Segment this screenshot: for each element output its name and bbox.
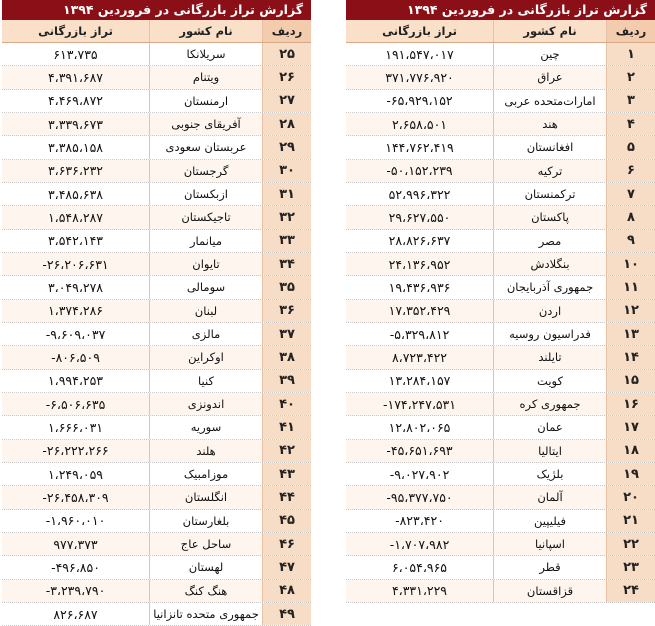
table-row (346, 43, 655, 66)
table-row (346, 393, 655, 416)
country-cell: سریلانکا (149, 43, 263, 65)
rank-cell: ۴۴ (263, 486, 311, 508)
table-row (2, 113, 311, 136)
country-cell: عراق (493, 66, 607, 88)
rank-cell: ۳ (607, 90, 655, 112)
country-cell: جمهوری کره (493, 393, 607, 415)
country-cell: کنیا (149, 370, 263, 392)
country-cell: کویت (493, 370, 607, 392)
country-cell: بلغارستان (149, 510, 263, 532)
balance-cell: ۴،۴۶۹،۸۷۲ (47, 93, 104, 109)
country-cell: ترکیه (493, 160, 607, 182)
country-cell: لهستان (149, 556, 263, 578)
table-row (346, 183, 655, 206)
country-cell: ارمنستان (149, 90, 263, 112)
balance-cell: ۴،۳۳۱،۲۲۹ (391, 583, 448, 599)
country-cell: پاکستان (493, 206, 607, 228)
country-cell: بلژیک (493, 463, 607, 485)
balance-cell: ۲۸،۸۲۶،۶۳۷ (388, 233, 451, 249)
balance-cell: ۵۲،۹۹۶،۳۲۲ (388, 186, 451, 202)
country-cell: ایتالیا (493, 440, 607, 462)
table-header (2, 20, 311, 43)
table-title: گزارش تراز بازرگانی در فروردین ۱۳۹۴ (346, 0, 655, 20)
table-body (2, 43, 311, 626)
balance-cell: -۹،۶۰۹،۰۳۷ (45, 326, 106, 342)
balance-cell: -۶۵،۹۲۹،۱۵۲ (386, 93, 453, 109)
table-row (346, 66, 655, 89)
table-row (346, 113, 655, 136)
balance-cell: ۳،۰۴۹،۲۷۸ (47, 279, 104, 295)
country-cell: ازبکستان (149, 183, 263, 205)
country-cell: مالزی (149, 323, 263, 345)
country-cell: جمهوری متحده تانزانیا (149, 603, 263, 625)
country-cell: قزاقستان (493, 580, 607, 602)
balance-cell: ۱،۲۴۹،۰۵۹ (47, 466, 104, 482)
balance-cell: ۹۷۷،۳۷۳ (53, 536, 98, 552)
country-cell: عمان (493, 416, 607, 438)
table-row (346, 323, 655, 346)
table-row (2, 580, 311, 603)
rank-cell: ۲۲ (607, 533, 655, 555)
balance-cell: -۲۶،۲۲۲،۲۶۶ (42, 443, 109, 459)
country-cell: لبنان (149, 300, 263, 322)
balance-cell: ۶،۰۵۴،۹۶۵ (391, 559, 448, 575)
country-cell: ویتنام (149, 66, 263, 88)
balance-cell: ۱،۶۶۶،۰۳۱ (47, 419, 104, 435)
rank-cell: ۴۰ (263, 393, 311, 415)
balance-cell: ۲۹،۶۲۷،۵۵۰ (388, 209, 451, 225)
balance-cell: ۱،۵۴۸،۲۸۷ (47, 209, 104, 225)
table-row (346, 370, 655, 393)
table-row (346, 206, 655, 229)
rank-cell: ۱ (607, 43, 655, 65)
table-row (346, 416, 655, 439)
table-body (346, 43, 655, 603)
balance-cell: -۱،۷۰۷،۹۸۲ (389, 536, 450, 552)
country-cell: بنگلادش (493, 253, 607, 275)
balance-cell: ۱۷،۳۵۲،۴۲۹ (388, 303, 451, 319)
table-row (346, 136, 655, 159)
balance-cell: -۱۷۴،۲۴۷،۵۳۱ (382, 396, 456, 412)
balance-cell: ۳،۳۳۹،۶۷۳ (47, 116, 104, 132)
rank-cell: ۵ (607, 136, 655, 158)
rank-cell: ۱۷ (607, 416, 655, 438)
table-row (346, 440, 655, 463)
rank-cell: ۲۷ (263, 90, 311, 112)
country-cell: آلمان (493, 486, 607, 508)
rank-cell: ۳۷ (263, 323, 311, 345)
table-row (346, 230, 655, 253)
table-row (346, 556, 655, 579)
column-gutter (311, 0, 346, 604)
table-row (2, 556, 311, 579)
country-cell: موزامبیک (149, 463, 263, 485)
rank-cell: ۱۲ (607, 300, 655, 322)
rank-cell: ۱۰ (607, 253, 655, 275)
country-cell: آفریقای جنوبی (149, 113, 263, 135)
rank-cell: ۴۸ (263, 580, 311, 602)
country-cell: ترکمنستان (493, 183, 607, 205)
table-row (346, 90, 655, 113)
country-cell: مصر (493, 230, 607, 252)
balance-cell: ۱۳،۲۸۴،۱۵۷ (388, 373, 451, 389)
table-row (346, 580, 655, 603)
rank-cell: ۱۳ (607, 323, 655, 345)
rank-cell: ۴۶ (263, 533, 311, 555)
balance-cell: ۲۴،۱۳۶،۹۵۲ (388, 256, 451, 272)
rank-cell: ۲۶ (263, 66, 311, 88)
country-cell: میانمار (149, 230, 263, 252)
balance-cell: ۳،۳۸۵،۱۵۸ (47, 139, 104, 155)
country-cell: چین (493, 43, 607, 65)
header-balance: تراز بازرگانی (382, 24, 457, 38)
country-cell: اندونزی (149, 393, 263, 415)
balance-cell: -۵،۳۲۹،۸۱۲ (389, 326, 450, 342)
rank-cell: ۴۳ (263, 463, 311, 485)
rank-cell: ۴۷ (263, 556, 311, 578)
balance-cell: ۶۱۳،۷۳۵ (53, 46, 98, 62)
table-row (346, 510, 655, 533)
country-cell: عربستان سعودی (149, 136, 263, 158)
rank-cell: ۲۹ (263, 136, 311, 158)
country-cell: اردن (493, 300, 607, 322)
balance-cell: ۱،۹۹۴،۲۵۳ (47, 373, 104, 389)
rank-cell: ۶ (607, 160, 655, 182)
table-row (2, 533, 311, 556)
balance-cell: ۸۲۶،۶۸۷ (53, 606, 98, 622)
balance-cell: ۳،۵۴۲،۱۴۳ (47, 233, 104, 249)
country-cell: هند (493, 113, 607, 135)
header-country: نام کشور (493, 20, 607, 42)
balance-cell: ۳۷۱،۷۷۶،۹۲۰ (385, 69, 454, 85)
balance-cell: -۴۹۶،۸۵۰ (51, 559, 100, 575)
balance-cell: ۱۲،۸۰۲،۰۶۵ (388, 419, 451, 435)
table-row (346, 276, 655, 299)
rank-cell: ۱۱ (607, 276, 655, 298)
country-cell: سومالی (149, 276, 263, 298)
table-row (2, 416, 311, 439)
trade-balance-table-left (2, 0, 311, 626)
table-row (2, 160, 311, 183)
balance-cell: ۱۴۴،۷۶۲،۴۱۹ (385, 139, 454, 155)
table-row (2, 463, 311, 486)
balance-cell: -۴۵،۶۵۱،۶۹۳ (386, 443, 453, 459)
country-cell: اوکراین (149, 346, 263, 368)
table-row (2, 393, 311, 416)
table-row (346, 160, 655, 183)
rank-cell: ۳۰ (263, 160, 311, 182)
country-cell: ساحل عاج (149, 533, 263, 555)
table-row (2, 276, 311, 299)
balance-cell: ۳،۴۸۵،۶۳۸ (47, 186, 104, 202)
balance-cell: -۸۰۶،۵۰۹ (51, 349, 100, 365)
country-cell: گرجستان (149, 160, 263, 182)
table-row (2, 136, 311, 159)
country-cell: فیلیپین (493, 510, 607, 532)
trade-balance-table-right (346, 0, 655, 603)
rank-cell: ۲ (607, 66, 655, 88)
rank-cell: ۲۵ (263, 43, 311, 65)
table-row (2, 300, 311, 323)
balance-cell: ۸،۷۲۳،۴۲۲ (391, 349, 448, 365)
balance-cell: -۲۶،۴۵۸،۳۰۹ (42, 489, 109, 505)
country-cell: فدراسیون روسیه (493, 323, 607, 345)
rank-cell: ۲۸ (263, 113, 311, 135)
rank-cell: ۴۲ (263, 440, 311, 462)
rank-cell: ۱۹ (607, 463, 655, 485)
rank-cell: ۱۴ (607, 346, 655, 368)
balance-cell: -۵۰،۱۵۲،۲۳۹ (386, 163, 453, 179)
rank-cell: ۱۸ (607, 440, 655, 462)
table-row (346, 253, 655, 276)
balance-cell: -۲۶،۲۰۶،۶۳۱ (42, 256, 109, 272)
country-cell: اسپانیا (493, 533, 607, 555)
rank-cell: ۳۱ (263, 183, 311, 205)
balance-cell: ۴،۳۹۱،۶۸۷ (47, 69, 104, 85)
balance-cell: ۱،۳۷۴،۲۸۶ (47, 303, 104, 319)
country-cell: قطر (493, 556, 607, 578)
rank-cell: ۳۵ (263, 276, 311, 298)
table-row (346, 346, 655, 369)
country-cell: تاجیکستان (149, 206, 263, 228)
rank-cell: ۹ (607, 230, 655, 252)
rank-cell: ۱۵ (607, 370, 655, 392)
balance-cell: ۳،۶۳۶،۲۳۲ (47, 163, 104, 179)
table-row (2, 43, 311, 66)
balance-cell: -۱،۹۶۰،۰۱۰ (45, 513, 106, 529)
rank-cell: ۴۹ (263, 603, 311, 625)
table-row (2, 323, 311, 346)
country-cell: انگلستان (149, 486, 263, 508)
table-row (2, 230, 311, 253)
table-row (2, 183, 311, 206)
balance-cell: -۹،۰۲۷،۹۰۲ (389, 466, 450, 482)
rank-cell: ۴۵ (263, 510, 311, 532)
table-row (2, 253, 311, 276)
rank-cell: ۳۳ (263, 230, 311, 252)
balance-cell: -۹۵،۳۷۷،۷۵۰ (386, 489, 453, 505)
country-cell: هلند (149, 440, 263, 462)
balance-cell: -۳،۲۳۹،۷۹۰ (45, 583, 106, 599)
table-row (2, 206, 311, 229)
balance-cell: -۸۲۳،۴۲۰ (395, 513, 444, 529)
table-row (2, 346, 311, 369)
table-row (2, 486, 311, 509)
table-row (2, 603, 311, 626)
header-balance: تراز بازرگانی (38, 24, 113, 38)
rank-cell: ۸ (607, 206, 655, 228)
table-row (346, 533, 655, 556)
balance-cell: ۱۹۱،۵۴۷،۰۱۷ (385, 46, 454, 62)
header-country: نام کشور (149, 20, 263, 42)
rank-cell: ۳۸ (263, 346, 311, 368)
rank-cell: ۳۹ (263, 370, 311, 392)
table-row (2, 370, 311, 393)
country-cell: تایوان (149, 253, 263, 275)
table-title: گزارش تراز بازرگانی در فروردین ۱۳۹۴ (2, 0, 311, 20)
country-cell: امارات‌متحده عربی (493, 90, 607, 112)
balance-cell: ۱۹،۴۳۶،۹۳۶ (388, 279, 451, 295)
rank-cell: ۲۳ (607, 556, 655, 578)
table-row (2, 66, 311, 89)
table-row (346, 486, 655, 509)
country-cell: هنگ کنگ (149, 580, 263, 602)
rank-cell: ۴۱ (263, 416, 311, 438)
table-row (346, 463, 655, 486)
table-header (346, 20, 655, 43)
rank-cell: ۴ (607, 113, 655, 135)
rank-cell: ۳۲ (263, 206, 311, 228)
header-rank: ردیف (607, 20, 655, 42)
table-row (2, 90, 311, 113)
country-cell: افغانستان (493, 136, 607, 158)
table-row (2, 510, 311, 533)
country-cell: سوریه (149, 416, 263, 438)
rank-cell: ۲۰ (607, 486, 655, 508)
rank-cell: ۳۴ (263, 253, 311, 275)
rank-cell: ۷ (607, 183, 655, 205)
country-cell: تایلند (493, 346, 607, 368)
rank-cell: ۳۶ (263, 300, 311, 322)
balance-cell: ۲،۶۵۸،۵۰۱ (391, 116, 448, 132)
balance-cell: -۶،۵۰۶،۶۳۵ (45, 396, 106, 412)
header-rank: ردیف (263, 20, 311, 42)
table-row (2, 440, 311, 463)
rank-cell: ۱۶ (607, 393, 655, 415)
rank-cell: ۲۱ (607, 510, 655, 532)
country-cell: جمهوری آذربایجان (493, 276, 607, 298)
rank-cell: ۲۴ (607, 580, 655, 602)
table-row (346, 300, 655, 323)
